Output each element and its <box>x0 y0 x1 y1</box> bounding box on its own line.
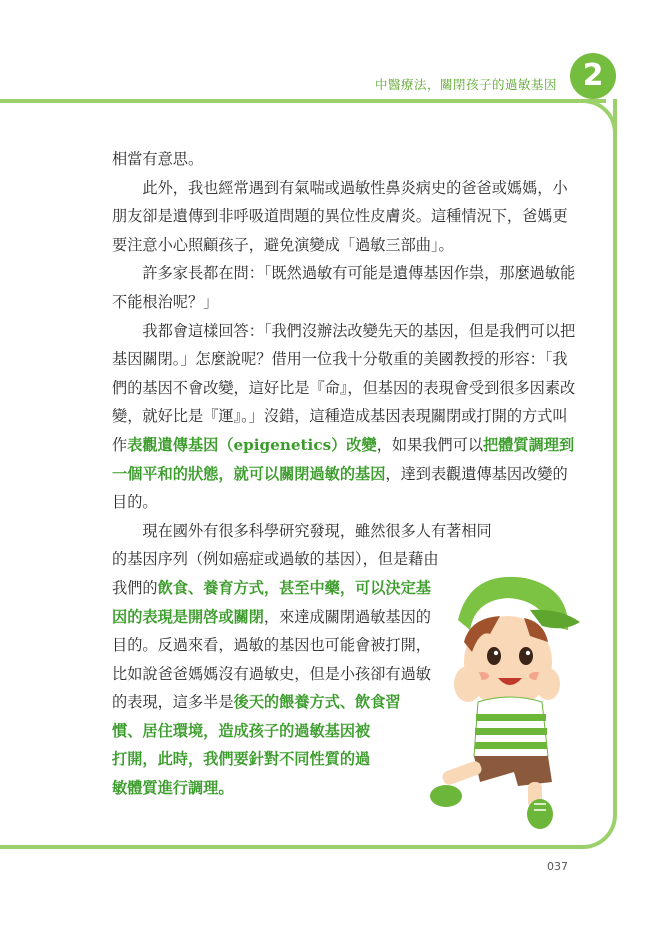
highlight-text: 因的表現是開啓或關閉 <box>112 607 264 626</box>
text-span: ，來達成關閉過敏基因的 <box>263 607 431 626</box>
highlight-text: 飲食、養育方式，甚至中藥，可以決定基 <box>157 578 431 597</box>
line <box>112 574 462 603</box>
page-number: 037 <box>547 860 568 873</box>
text-span: 的表現，這多半是 <box>112 693 234 712</box>
line: 敏體質進行調理。 <box>112 779 234 798</box>
highlight-text: 把體質調理到一個平和的狀態，就可以關閉過敏的基因 <box>112 435 575 483</box>
paragraph: 相當有意思。 <box>112 150 204 168</box>
line: 的基因序列（例如癌症或過敏的基因），但是藉由 <box>112 550 439 569</box>
highlight-text: 表觀遺傳基因（epigenetics）改變 <box>127 435 377 454</box>
highlight-text: 後天的餵養方式、飲食習 <box>233 693 401 712</box>
paragraph: 此外，我也經常遇到有氣喘或過敏性鼻炎病史的爸爸或媽媽，小朋友卻是遺傳到非呼吸道問題的異位性皮膚炎。這種情況下，爸媽更要注意小心照顧孩子，避免演變成「過敏三部曲」。 <box>112 178 568 254</box>
paragraph <box>112 317 580 517</box>
paragraph: 許多家長都在問：「既然過敏有可能是遺傳基因作祟，那麼過敏能不能根治呢？」 <box>112 264 576 311</box>
line: 現在國外有很多科學研究發現，雖然很多人有著相同 <box>142 521 492 540</box>
paragraph-beside-illustration <box>112 517 492 803</box>
text-span: 我都會這樣回答：「我們沒辦法改變先天的基因，但是我們可以把基因關閉。」怎麼說呢？借用一位我十分敬重的美國教授的形容：「我們的基因不會改變，這好比是『命』，但基因的表現會受到很多因素改變，就好比是『運』。」沒錯，這種造成基因表現關閉或打開的方式叫作 <box>112 321 576 454</box>
line <box>112 688 462 717</box>
text-span: ，達到表觀遺傳基因改變的目的。 <box>112 464 568 512</box>
text-span: ，如果我們可以 <box>376 435 483 454</box>
chapter-number-badge: 2 <box>570 53 616 99</box>
line: 打開，此時，我們要針對不同性質的過 <box>112 750 371 769</box>
line: 目的。反過來看，過敏的基因也可能會被打開， <box>112 636 431 655</box>
line: 比如說爸爸媽媽沒有過敏史，但是小孩卻有過敏 <box>112 664 431 683</box>
text-span: 我們的 <box>112 578 158 597</box>
boy-illustration <box>430 560 580 830</box>
running-header-title: 中醫療法，關閉孩子的過敏基因 <box>374 77 557 92</box>
line <box>112 603 462 632</box>
line: 慣、居住環境，造成孩子的過敏基因被 <box>112 721 371 740</box>
